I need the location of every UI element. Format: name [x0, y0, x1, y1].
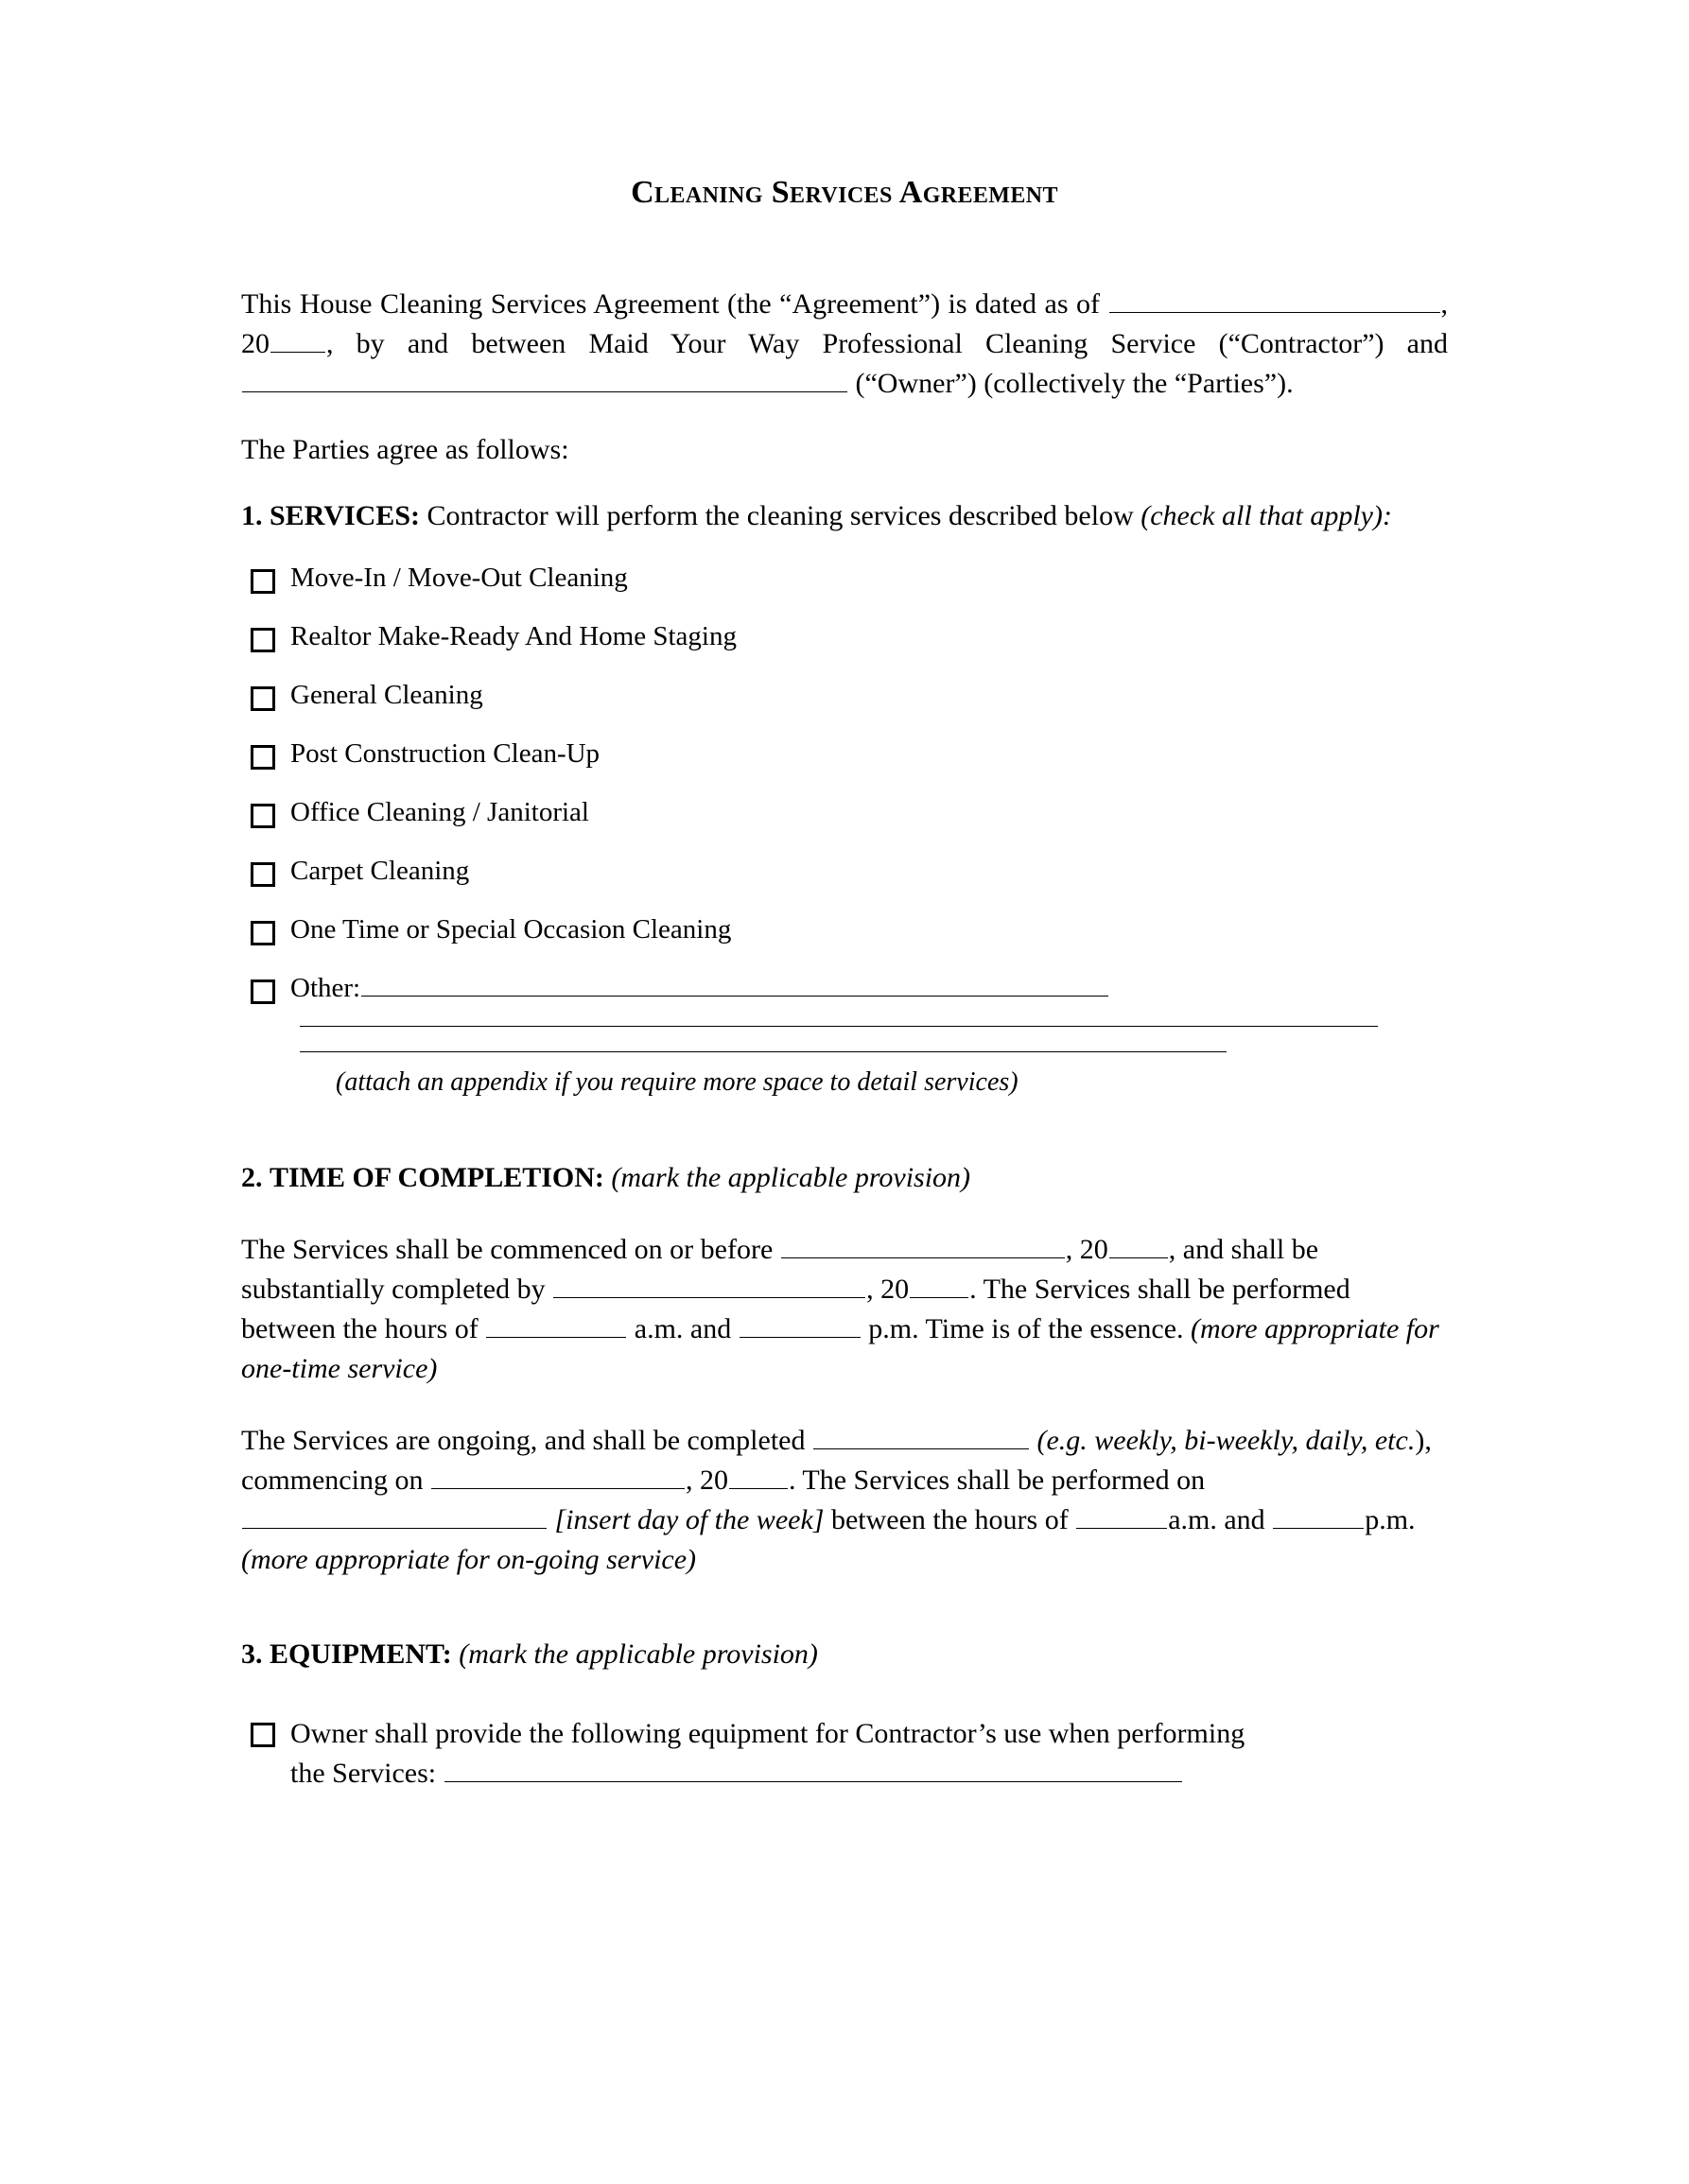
ongoing-start-year-blank[interactable] — [729, 1464, 788, 1489]
equipment-blank[interactable] — [444, 1757, 1182, 1782]
equipment-line-2-wrap — [290, 1754, 1245, 1794]
section-1-number: 1. — [241, 500, 263, 531]
list-item[interactable] — [251, 619, 1448, 653]
section-3-title: EQUIPMENT: — [270, 1638, 452, 1670]
section-2-paragraph-1 — [241, 1230, 1448, 1389]
page-title: Cleaning Services Agreement — [631, 175, 1058, 210]
checkbox-label: Post Construction Clean-Up — [290, 738, 601, 769]
other-service-row[interactable] — [251, 971, 1448, 1005]
intro-part-3: , by and between Maid Your Way Professional Cleaning Service (“Contractor”) and — [326, 328, 1448, 359]
checkbox-label: Office Cleaning / Janitorial — [290, 797, 589, 827]
s2p2-t3: ), commencing on — [241, 1425, 1432, 1496]
date-blank[interactable] — [1109, 287, 1440, 313]
checkbox-icon[interactable] — [251, 921, 275, 945]
completion-year-blank[interactable] — [910, 1273, 968, 1298]
other-service-blank-line-2[interactable] — [300, 1026, 1378, 1027]
other-label: Other: — [290, 973, 361, 1003]
equipment-line-2: the Services: — [290, 1758, 437, 1789]
completion-date-blank[interactable] — [553, 1273, 865, 1298]
section-2-paragraph-2 — [241, 1421, 1448, 1580]
attach-appendix-note: (attach an appendix if you require more space to detail services) — [336, 1067, 1019, 1097]
equipment-option-row[interactable] — [251, 1714, 1448, 1794]
checkbox-icon[interactable] — [251, 745, 275, 770]
list-item[interactable] — [251, 854, 1448, 888]
section-1-lead: Contractor will perform the cleaning services described below — [427, 500, 1134, 531]
section-1-title: SERVICES: — [270, 500, 420, 531]
s2p2-t9: p.m. — [1365, 1504, 1416, 1535]
list-item[interactable] — [251, 795, 1448, 829]
section-3-note: (mark the applicable provision) — [459, 1638, 818, 1670]
s2p2-t7: between the hours of — [830, 1504, 1069, 1535]
ongoing-start-date-blank[interactable] — [431, 1464, 685, 1489]
checkbox-label: One Time or Special Occasion Cleaning — [290, 914, 732, 945]
commencement-date-blank[interactable] — [781, 1233, 1065, 1258]
s2p1-t2: , 20 — [1065, 1234, 1108, 1265]
other-service-blank[interactable] — [361, 971, 1108, 997]
intro-paragraph — [241, 285, 1448, 404]
section-3-heading — [241, 1635, 1448, 1674]
s2p1-note: (more appropriate for one-time service) — [241, 1313, 1439, 1384]
commencement-year-blank[interactable] — [1109, 1233, 1168, 1258]
equipment-line-1: Owner shall provide the following equipment for Contractor’s use when performing — [290, 1718, 1245, 1749]
agree-line: The Parties agree as follows: — [241, 434, 569, 465]
checkbox-label: Move-In / Move-Out Cleaning — [290, 563, 628, 593]
end-hour-blank[interactable] — [740, 1312, 861, 1338]
services-checklist — [251, 561, 1448, 946]
section-3-number: 3. — [241, 1638, 263, 1670]
checkbox-label: Carpet Cleaning — [290, 856, 470, 886]
checkbox-label: General Cleaning — [290, 680, 483, 710]
s2p2-day-hint: [insert day of the week] — [554, 1504, 825, 1535]
s2p2-eg: (e.g. weekly, bi-weekly, daily, etc. — [1036, 1425, 1416, 1456]
s2p2-t5: . The Services shall be performed on — [788, 1465, 1206, 1496]
s2p1-t4: , 20 — [866, 1274, 910, 1305]
section-1-lead-italic: (check all that apply): — [1141, 500, 1392, 531]
checkbox-icon[interactable] — [251, 804, 275, 828]
ongoing-start-hour-blank[interactable] — [1076, 1503, 1167, 1529]
s2p1-t1: The Services shall be commenced on or before — [241, 1234, 774, 1265]
section-2-title: TIME OF COMPLETION: — [270, 1162, 604, 1193]
start-hour-blank[interactable] — [486, 1312, 626, 1338]
s2p2-t1: The Services are ongoing, and shall be completed — [241, 1425, 806, 1456]
checkbox-label: Realtor Make-Ready And Home Staging — [290, 621, 737, 651]
section-2-note: (mark the applicable provision) — [611, 1162, 971, 1193]
section-2-heading — [241, 1158, 1448, 1198]
s2p1-t6: a.m. and — [634, 1313, 732, 1344]
list-item[interactable] — [251, 737, 1448, 771]
checkbox-icon[interactable] — [251, 862, 275, 887]
intro-part-4: (“Owner”) (collectively the “Parties”). — [855, 368, 1294, 399]
equipment-option-text — [290, 1714, 1245, 1794]
s2p1-t7: p.m. Time is of the essence. — [868, 1313, 1184, 1344]
s2p1-t3: , and shall be substantially completed by — [241, 1234, 1319, 1305]
s2p2-t8: a.m. and — [1168, 1504, 1265, 1535]
frequency-blank[interactable] — [813, 1424, 1029, 1449]
section-1-heading — [241, 496, 1448, 536]
checkbox-icon[interactable] — [251, 628, 275, 652]
day-of-week-blank[interactable] — [242, 1503, 547, 1529]
other-service-blank-line-3[interactable] — [300, 1051, 1227, 1052]
owner-name-blank[interactable] — [242, 367, 847, 392]
checkbox-icon[interactable] — [251, 979, 275, 1004]
list-item[interactable] — [251, 912, 1448, 946]
checkbox-icon[interactable] — [251, 1723, 275, 1747]
list-item[interactable] — [251, 678, 1448, 712]
section-2-number: 2. — [241, 1162, 263, 1193]
ongoing-end-hour-blank[interactable] — [1273, 1503, 1364, 1529]
list-item[interactable] — [251, 561, 1448, 595]
intro-part-2: , 20 — [241, 288, 1448, 359]
checkbox-icon[interactable] — [251, 569, 275, 594]
s2p2-t4: , 20 — [685, 1465, 728, 1496]
intro-part-1: This House Cleaning Services Agreement (the “Agreement”) is dated as of — [241, 288, 1100, 320]
year-blank[interactable] — [270, 327, 325, 353]
s2p1-t5: . The Services shall be performed between the hours of — [241, 1274, 1350, 1344]
s2p2-note: (more appropriate for on-going service) — [241, 1544, 697, 1575]
checkbox-icon[interactable] — [251, 686, 275, 711]
